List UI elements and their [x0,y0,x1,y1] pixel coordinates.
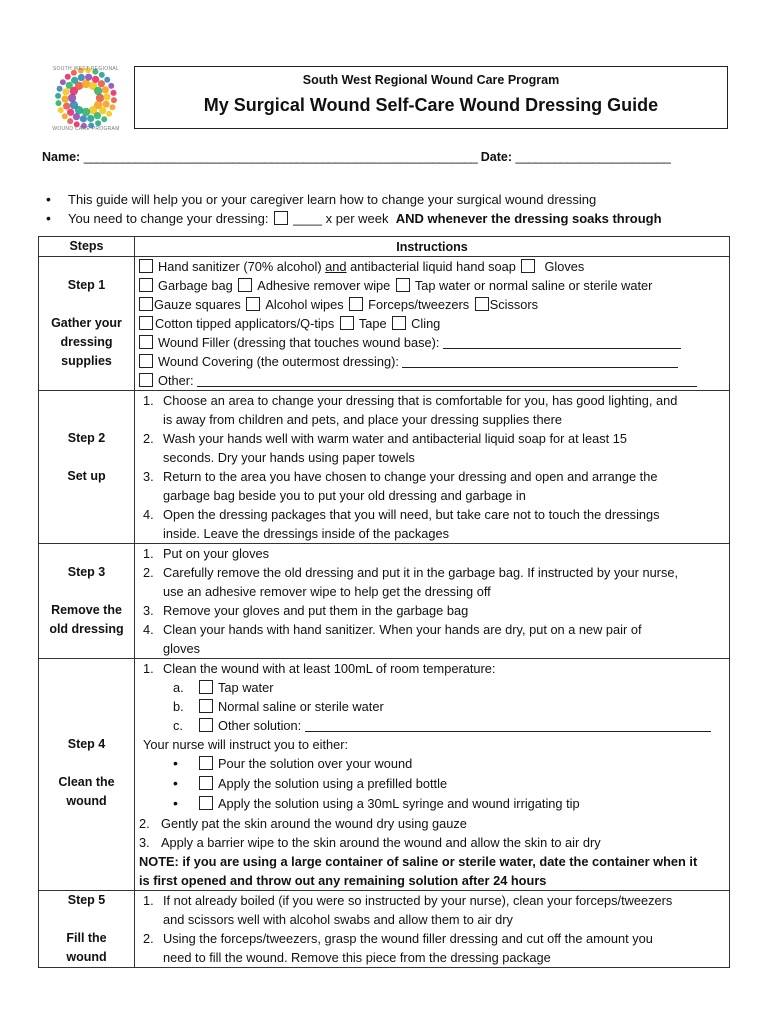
supply-label: Adhesive remover wipe [257,278,391,293]
logo-petal [99,107,106,114]
remove-instructions [135,544,730,659]
list-item [137,295,725,314]
other-field[interactable] [197,374,697,387]
frequency-blank[interactable]: ____ [293,211,322,226]
supply-label: Tape [358,316,387,331]
logo-petal [63,103,70,110]
supply-label: Gloves [544,259,585,274]
step-label-cell [39,544,135,659]
supply-label: Wound Covering (the outermost dressing): [158,354,399,369]
logo-petal [66,82,73,89]
list-item: 1. If not already boiled (if you were so instructed by your nurse), clean your forceps/tweezers and scissors well with alcohol swabs and allow them to air dry [143,893,673,927]
supply-label: Cling [411,316,441,331]
step-title: Gather your [51,316,122,330]
logo-petal [104,77,110,83]
solution-checkbox[interactable] [199,718,213,732]
logo-petal [85,74,92,81]
supply-checkbox[interactable] [139,316,153,330]
step-label-cell [39,891,135,968]
logo-petal [102,86,109,93]
program-logo [50,62,122,134]
logo-petal [94,87,102,95]
supply-label: antibacterial liquid hand soap [350,259,516,274]
list-item: 2. Wash your hands well with warm water and antibacterial liquid soap for at least 15 seconds. Dry your hands using paper towels [143,431,627,465]
supply-label: Hand sanitizer (70% alcohol) [158,259,322,274]
supply-label: Wound Filler (dressing that touches wound base): [158,335,440,350]
list-item: 4. Clean your hands with hand sanitizer. When your hands are dry, put on a new pair of gloves [143,622,642,656]
supply-label: Scissors [489,297,539,312]
intro-bullet [46,211,662,230]
note-text: NOTE: if you are using a large container of saline or sterile water, date the container when it is first opened and throw out any remaining solution after 24 hours [139,854,698,888]
frequency-checkbox[interactable] [274,211,288,225]
logo-petal [55,100,61,106]
covering-field[interactable] [402,355,678,368]
supply-checkbox[interactable] [349,297,363,311]
logo-petal [61,95,68,102]
list-item [137,276,725,295]
solution-option: a. Tap water [173,680,274,695]
step-title: Set up [67,469,106,483]
intro-bullets [46,192,662,230]
list-item: 3. Remove your gloves and put them in the garbage bag [143,603,469,618]
instruct-text: Your nurse will instruct you to either: [143,737,349,752]
method-option: • Pour the solution over your wound [139,754,725,774]
intro-bullet: • This guide will help you or your caregiver learn how to change your surgical wound dressing [46,192,662,211]
logo-petal [103,93,110,100]
filler-field[interactable] [443,336,681,349]
step-label-cell [39,659,135,891]
instructions-header: Instructions [135,237,730,257]
steps-table [38,236,730,968]
list-item [137,257,725,276]
logo-petal [62,113,68,119]
solution-checkbox[interactable] [199,680,213,694]
supply-label: Alcohol wipes [265,297,344,312]
logo-petal [62,88,69,95]
step-row [39,659,730,891]
step-title: supplies [61,354,112,368]
logo-petal [60,79,66,85]
logo-petal [109,104,115,110]
clean-instructions [135,659,730,891]
page-title: My Surgical Wound Self-Care Wound Dressing Guide [203,95,659,115]
name-date-line [42,150,670,164]
supply-checkbox[interactable] [475,297,489,311]
method-option: • Apply the solution using a prefilled bottle [139,774,725,794]
list-item [137,314,725,333]
step-row [39,891,730,968]
logo-petal [102,101,109,108]
list-item: 1. Choose an area to change your dressing that is comfortable for you, has good lighting, and is away from children and pets, and place your dressing supplies there [143,393,678,427]
frequency-unit: x per week [325,211,389,226]
supply-checkbox[interactable] [139,373,153,387]
method-option: • Apply the solution using a 30mL syringe and wound irrigating tip [139,794,725,814]
logo-petal [58,107,64,113]
date-label: Date: [480,150,513,164]
step-title: Remove the [51,603,122,617]
method-checkbox[interactable] [199,796,213,810]
logo-petal [92,76,99,83]
supply-checkbox[interactable] [139,297,153,311]
supply-checkbox[interactable] [139,354,153,368]
step-number: Step 5 [67,893,106,907]
steps-header: Steps [39,237,135,257]
step-title: wound [66,950,107,964]
logo-petal [55,93,61,99]
frequency-bold: AND whenever the dressing soaks through [395,211,662,226]
other-solution-field[interactable] [305,719,711,732]
supply-checkbox[interactable] [139,278,153,292]
setup-instructions [135,391,730,544]
name-field[interactable]: _____________________________________________________________ [83,150,478,164]
logo-petal [71,77,78,84]
supplies-checklist [135,257,730,391]
logo-petal [106,111,112,117]
solution-option: b. Normal saline or sterile water [173,699,384,714]
step-number: Step 2 [67,431,106,445]
logo-petal [73,113,80,120]
method-checkbox[interactable] [199,776,213,790]
step-row [39,391,730,544]
step-row [39,257,730,391]
logo-petal [67,118,73,124]
list-item: 2. Carefully remove the old dressing and put it in the garbage bag. If instructed by your nurse, use an adhesive remover wipe to help get the dressing off [143,565,679,599]
supply-checkbox[interactable] [246,297,260,311]
list-item: 1. Put on your gloves [143,546,269,561]
logo-petal [78,74,85,81]
logo-petal [94,112,101,119]
supply-label: Forceps/tweezers [368,297,470,312]
step-number: Step 4 [67,737,106,751]
logo-petal [99,72,105,78]
list-item: 3. Return to the area you have chosen to change your dressing and open and arrange the garbage bag beside you to put your old dressing and garbage in [143,469,658,503]
table-header-row [39,237,730,257]
supply-checkbox[interactable] [340,316,354,330]
supply-checkbox[interactable] [139,335,153,349]
title-box [134,66,728,129]
step-title: dressing [60,335,113,349]
step-label-cell [39,257,135,391]
logo-petal [57,86,63,92]
date-field[interactable]: ________________________ [515,150,671,164]
frequency-prefix: You need to change your dressing: [68,211,269,226]
logo-petal [111,90,117,96]
logo-petal [111,97,117,103]
step-number: Step 3 [67,565,106,579]
logo-top-text: SOUTH WEST REGIONAL [52,66,120,72]
list-item [137,371,725,390]
list-item [137,333,725,352]
logo-petal [80,115,87,122]
solution-option: c. Other solution: [139,716,725,735]
supply-label: Gauze squares [154,297,241,312]
org-name: South West Regional Wound Care Program [302,73,560,87]
list-item: 4. Open the dressing packages that you will need, but take care not to touch the dressings inside. Leave the dressings inside of the packages [143,507,660,541]
logo-petal [101,116,107,122]
supply-label: Cotton tipped applicators/Q-tips [155,316,335,331]
list-item: 1. Clean the wound with at least 100mL of room temperature: [143,661,496,676]
list-item: 3. Apply a barrier wipe to the skin around the wound and allow the skin to air dry [139,835,601,850]
supply-checkbox[interactable] [521,259,535,273]
step-title: wound [66,794,107,808]
supply-checkbox[interactable] [396,278,410,292]
list-item [137,352,725,371]
method-checkbox[interactable] [199,756,213,770]
supply-checkbox[interactable] [139,259,153,273]
supply-checkbox[interactable] [238,278,252,292]
name-label: Name: [42,150,81,164]
supply-label: Garbage bag [158,278,233,293]
step-title: Clean the [58,775,115,789]
step-title: Fill the [66,931,107,945]
step-row [39,544,730,659]
list-item: 2. Gently pat the skin around the wound dry using gauze [139,816,467,831]
logo-petal [65,74,71,80]
fill-instructions [135,891,730,968]
logo-petal [67,109,74,116]
list-item: 2. Using the forceps/tweezers, grasp the wound filler dressing and cut off the amount you need to fill the wound. Remove this piece from the dressing package [143,931,653,965]
logo-petal [98,80,105,87]
supply-label: and [325,259,347,274]
logo-petal [87,115,94,122]
supply-label: Other: [158,373,194,388]
step-label-cell [39,391,135,544]
solution-checkbox[interactable] [199,699,213,713]
supply-checkbox[interactable] [392,316,406,330]
logo-petal [108,83,114,89]
step-number: Step 1 [67,278,106,292]
step-title: old dressing [49,622,124,636]
logo-bottom-text: WOUND CARE PROGRAM [52,126,120,132]
supply-label: Tap water or normal saline or sterile water [414,278,653,293]
